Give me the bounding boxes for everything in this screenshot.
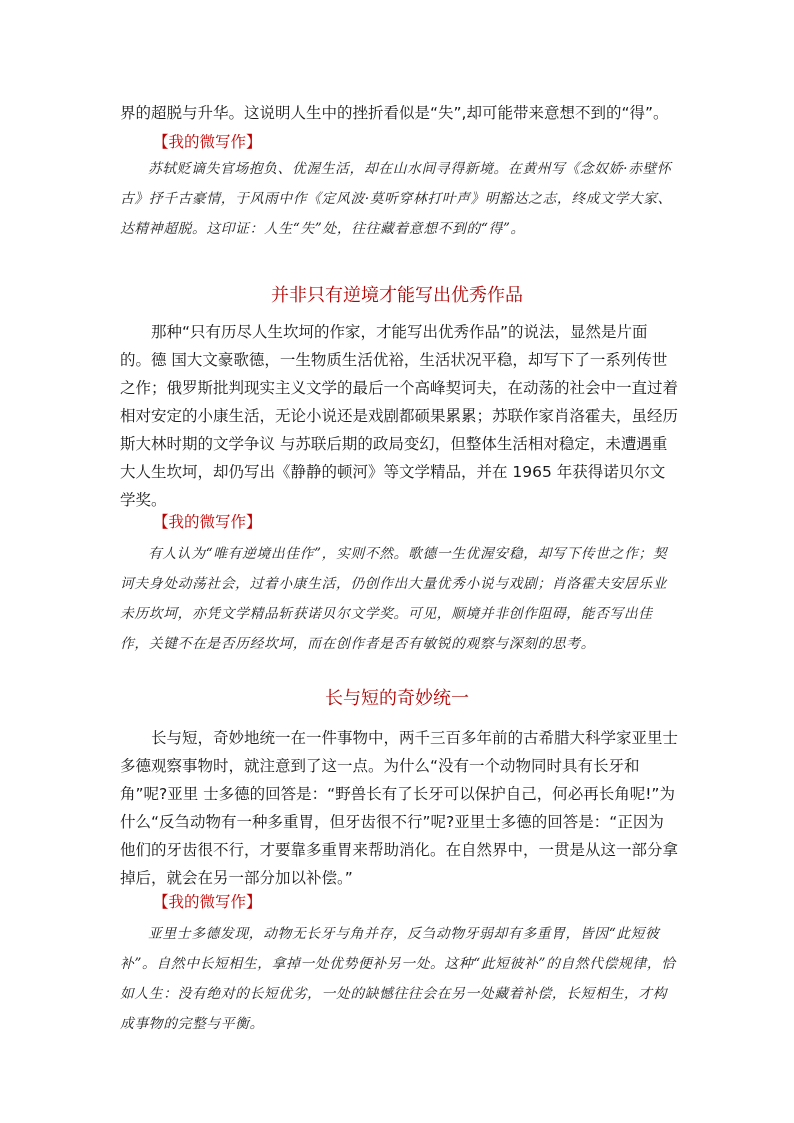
section-body: 长与短，奇妙地统一在一件事物中，两千三百多年前的古希腊大科学家亚里士多德观察事物时，就注意到了这一点。为什么“没有一个动物同时具有长牙和角”呢?亚里 士多德的回答是：“野兽长有了长牙可以保护自己，何必再长角呢!”为什么“反刍动物有一种多重胃，但牙齿很不行”呢?亚里士多德的回答是：“正因为他们的牙齿很不行，才要靠多重胃来帮助消化。在自然界中，一贯是从这一部分拿掉后，就会在另一部分加以补偿。” <box>120 729 679 887</box>
micro-writing-text: 苏轼贬谪失官场抱负、优渥生活，却在山水间寻得新境。在黄州写《念奴娇·赤壁怀古》抒千古豪情，于风雨中作《定风波·莫听穿林打叶声》明豁达之志，终成文学大家、达精神超脱。这印证：人生“失”处，往往藏着意想不到的“得”。 <box>120 161 673 237</box>
section-heading: 并非只有逆境才能写出优秀作品 <box>271 285 523 306</box>
micro-writing-label: 【我的微写作】 <box>153 893 262 911</box>
micro-writing-text: 亚里士多德发现，动物无长牙与角并存，反刍动物牙弱却有多重胃，皆因“此短彼 补”。自然中长短相生，拿掉一处优势便补另一处。这种“此短彼补”的自然代偿规律，恰如人生：没有绝对的长短优劣，一处的缺憾往往会在另一处藏着补偿，长短相生，才构成事物的完整与平衡。 <box>120 926 676 1032</box>
micro-writing-text: 有人认为“唯有逆境出佳作”，实则不然。歌德一生优渥安稳，却写下传世之作；契诃夫身处动荡社会，过着小康生活，仍创作出大量优秀小说与戏剧；肖洛霍夫安居乐业未历坎坷，亦凭文学精品斩获诺贝尔文学奖。可见，顺境并非创作阻碍，能否写出佳作，关键不在是否历经坎坷，而在创作者是否有敏锐的观察与深刻的思考。 <box>120 546 668 652</box>
section-heading: 长与短的奇妙统一 <box>325 688 469 709</box>
micro-writing-label: 【我的微写作】 <box>153 513 262 531</box>
intro-paragraph: 界的超脱与升华。这说明人生中的挫折看似是“失”,却可能带来意想不到的“得”。 <box>120 104 669 122</box>
section-body: 那种“只有历尽人生坎坷的作家，才能写出优秀作品”的说法，显然是片面的。德 国大文豪歌德，一生物质生活优裕，生活状况平稳，却写下了一系列传世之作；俄罗斯批判现实主义文学的最后一个高峰契诃夫，在动荡的社会中一直过着相对安定的小康生活，无论小说还是戏剧都硕果累累；苏联作家肖洛霍夫，虽经历斯大林时期的文学争议 与苏联后期的政局变幻，但整体生活相对稳定，未遭遇重大人生坎坷，却仍写出《静静的顿河》等文学精品，并在 1965 年获得诺贝尔文学奖。 <box>120 323 679 509</box>
micro-writing-label: 【我的微写作】 <box>153 133 262 151</box>
